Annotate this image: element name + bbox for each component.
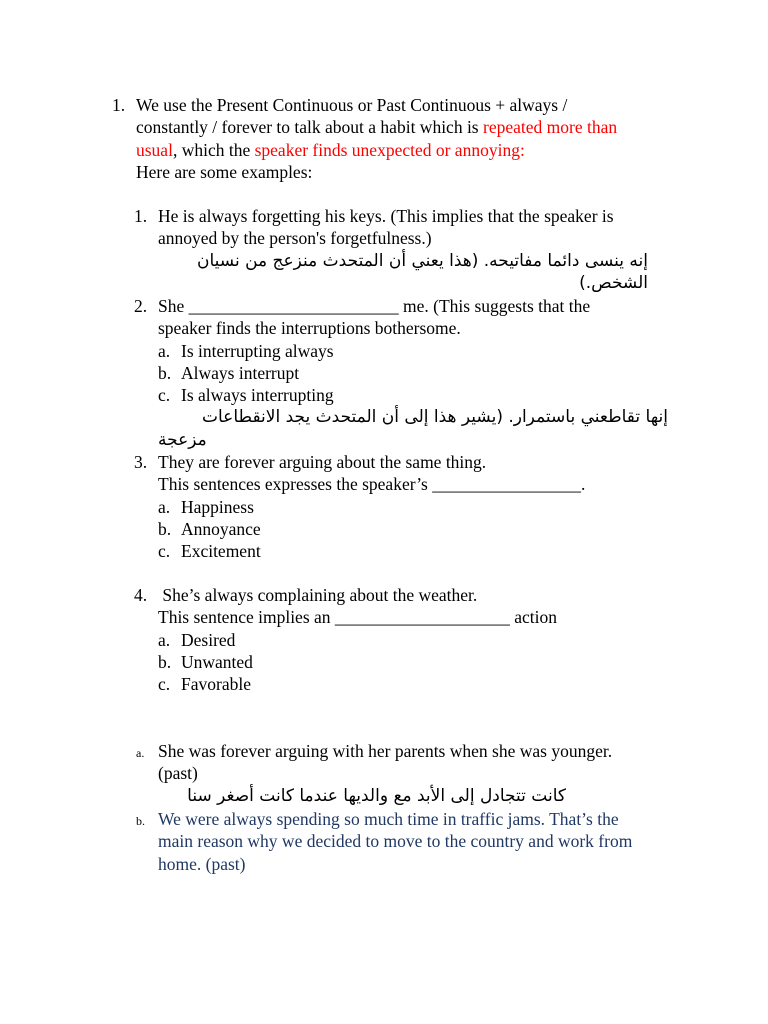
example-4 (134, 584, 694, 695)
option-text: Is interrupting always (181, 340, 334, 361)
example-3-option-c (158, 540, 694, 562)
example-2-arabic-line-1: إنها تقاطعني باستمرار. (يشير هذا إلى أن المتحدث يجد الانقطاعات (202, 407, 668, 428)
example-1 (134, 205, 694, 294)
past-b-line-1: We were always spending so much time in traffic jams. That’s the (158, 809, 619, 829)
option-label: a. (158, 629, 171, 650)
intro-line-3-text: , which the (172, 139, 255, 160)
example-3-line-1: They are forever arguing about the same thing. (158, 452, 487, 472)
example-2-option-c (158, 384, 694, 406)
example-1-line-2: annoyed by the person's forgetfulness.) (158, 228, 432, 249)
option-text: Desired (181, 629, 236, 650)
example-1-number: 1. (134, 206, 148, 226)
example-1-arabic-line-2: الشخص.) (579, 272, 648, 293)
intro-line-4: Here are some examples: (136, 161, 313, 182)
example-2-arabic-word: مزعجة (158, 429, 207, 450)
option-text: Excitement (181, 541, 261, 562)
intro-highlight-usual: usual (136, 139, 173, 160)
example-3 (134, 451, 694, 562)
past-b-line-3: home. (past) (158, 853, 246, 874)
option-label: a. (158, 496, 171, 517)
example-1-arabic-line-1: إنه ينسى دائما مفاتيحه. (هذا يعني أن المتحدث منزعج من نسيان (197, 250, 648, 271)
past-a-line-1: She was forever arguing with her parents when she was younger. (158, 741, 613, 761)
intro-line-3 (136, 139, 712, 161)
intro-highlight-annoying: speaker finds unexpected or annoying: (254, 139, 525, 160)
option-text: Favorable (181, 674, 251, 695)
option-label: c. (158, 385, 171, 406)
past-a-arabic: كانت تتجادل إلى الأبد مع والديها عندما كانت أصغر سنا (187, 785, 566, 806)
option-text: Is always interrupting (181, 385, 334, 406)
example-3-option-b (158, 518, 694, 540)
intro-line-1: We use the Present Continuous or Past Continuous + always / (136, 95, 568, 115)
example-2-line-1: She ________________________ me. (This suggests that the (158, 296, 591, 316)
intro-number: 1. (112, 95, 126, 115)
option-label: c. (158, 541, 171, 562)
example-4-line-1: She’s always complaining about the weather. (158, 585, 478, 605)
intro-highlight-repeated: repeated more than (483, 117, 618, 138)
option-text: Always interrupt (181, 362, 300, 383)
past-a-line-2: (past) (158, 763, 198, 784)
example-4-option-a (158, 629, 694, 651)
example-2-arabic-line-2 (158, 429, 668, 451)
example-2-line-2: speaker finds the interruptions bothersome. (158, 318, 461, 339)
example-4-option-b (158, 651, 694, 673)
option-text: Happiness (181, 496, 254, 517)
past-example-b (134, 808, 694, 875)
past-example-a (134, 740, 694, 807)
example-2-number: 2. (134, 296, 148, 316)
example-2 (134, 295, 694, 451)
example-3-number: 3. (134, 452, 148, 472)
example-4-option-c (158, 673, 694, 695)
example-3-line-2: This sentences expresses the speaker’s _________________. (158, 474, 586, 495)
option-label: a. (158, 340, 171, 361)
option-label: c. (158, 674, 171, 695)
option-label: b. (158, 651, 172, 672)
option-text: Unwanted (181, 651, 253, 672)
example-4-line-2: This sentence implies an ____________________ action (158, 607, 558, 628)
past-b-label: b. (136, 814, 145, 828)
option-text: Annoyance (181, 518, 261, 539)
example-3-option-a (158, 496, 694, 518)
intro-item (112, 94, 712, 183)
option-label: b. (158, 518, 172, 539)
example-2-option-b (158, 362, 694, 384)
past-b-line-2: main reason why we decided to move to the country and work from (158, 831, 633, 852)
intro-line-2-text: constantly / forever to talk about a habit which is (136, 117, 483, 138)
example-1-line-1: He is always forgetting his keys. (This implies that the speaker is (158, 206, 614, 226)
past-a-label: a. (136, 746, 145, 760)
example-2-option-a (158, 340, 694, 362)
option-label: b. (158, 362, 172, 383)
example-4-number: 4. (134, 585, 148, 605)
intro-line-2 (136, 116, 712, 138)
